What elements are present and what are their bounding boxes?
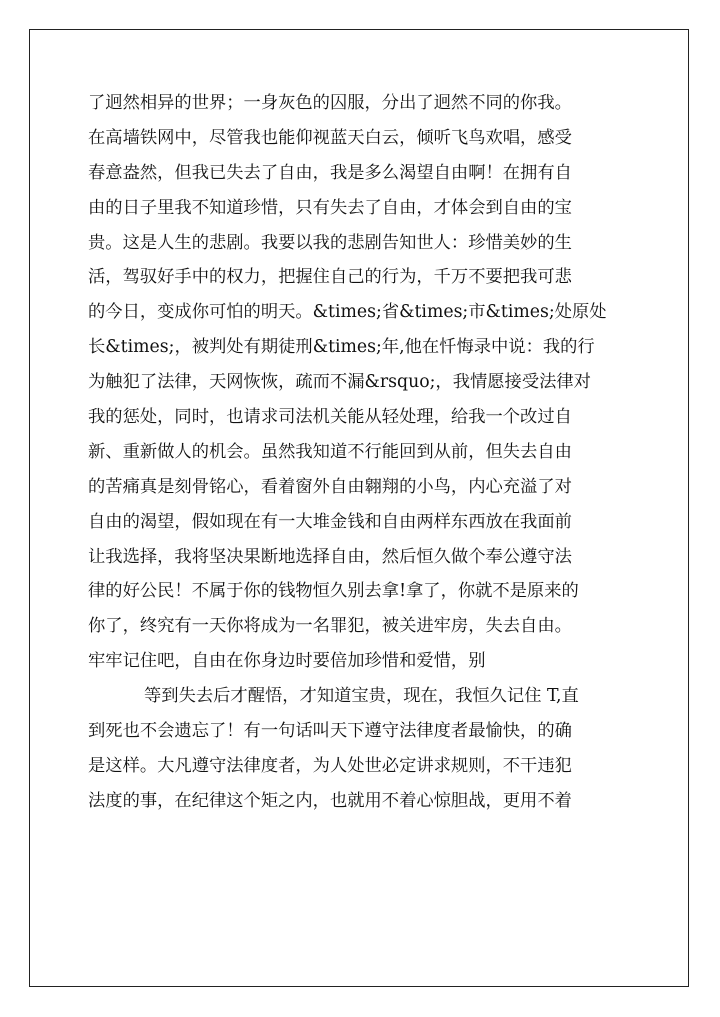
text-line: 律的好公民！不属于你的钱物恒久别去拿!拿了，你就不是原来的 <box>88 581 579 602</box>
text-line: 新、重新做人的机会。虽然我知道不行能回到从前，但失去自由 <box>88 441 572 462</box>
text-line: 牢牢记住吧，自由在你身边时要倍加珍惜和爱惜，别 <box>88 651 486 672</box>
text-line: 是这样。大凡遵守法律度者，为人处世必定讲求规则，不干违犯 <box>88 755 572 776</box>
document-body <box>88 86 648 819</box>
paragraph-start-line: 等到失去后才醒悟，才知道宝贵，现在，我恒久记住 T,直 <box>144 686 579 707</box>
text-line: 的苦痛真是刻骨铭心，看着窗外自由翱翔的小鸟，内心充溢了对 <box>88 476 572 497</box>
text-line: 春意盎然，但我已失去了自由，我是多么渴望自由啊！在拥有自 <box>88 162 572 183</box>
text-line: 自由的渴望，假如现在有一大堆金钱和自由两样东西放在我面前 <box>88 511 572 532</box>
text-line: 你了，终究有一天你将成为一名罪犯，被关进牢房，失去自由。 <box>88 616 572 637</box>
text-line: 的今日，变成你可怕的明天。&times;省&times;市&times;处原处 <box>88 302 607 323</box>
text-line: 活，驾驭好手中的权力，把握住自己的行为，千万不要把我可悲 <box>88 267 572 288</box>
text-line: 由的日子里我不知道珍惜，只有失去了自由，才体会到自由的宝 <box>88 197 572 218</box>
text-line: 我的惩处，同时，也请求司法机关能从轻处理，给我一个改过自 <box>88 407 572 428</box>
text-line: 了迥然相异的世界；一身灰色的囚服，分出了迥然不同的你我。 <box>88 93 572 113</box>
text-line: 法度的事，在纪律这个矩之内，也就用不着心惊胆战，更用不着 <box>88 790 572 811</box>
text-line: 长&times;，被判处有期徒刑&times;年,他在忏悔录中说：我的行 <box>88 337 595 358</box>
text-line: 让我选择，我将坚决果断地选择自由，然后恒久做个奉公遵守法 <box>88 546 572 567</box>
text-line: 到死也不会遗忘了！有一句话叫天下遵守法律度者最愉快，的确 <box>88 721 572 742</box>
text-line: 贵。这是人生的悲剧。我要以我的悲剧告知世人：珍惜美妙的生 <box>88 232 572 253</box>
text-line: 在高墙铁网中，尽管我也能仰视蓝天白云，倾听飞鸟欢唱，感受 <box>88 127 572 148</box>
text-line: 为触犯了法律，天网恢恢，疏而不漏&rsquo;，我情愿接受法律对 <box>88 372 591 393</box>
